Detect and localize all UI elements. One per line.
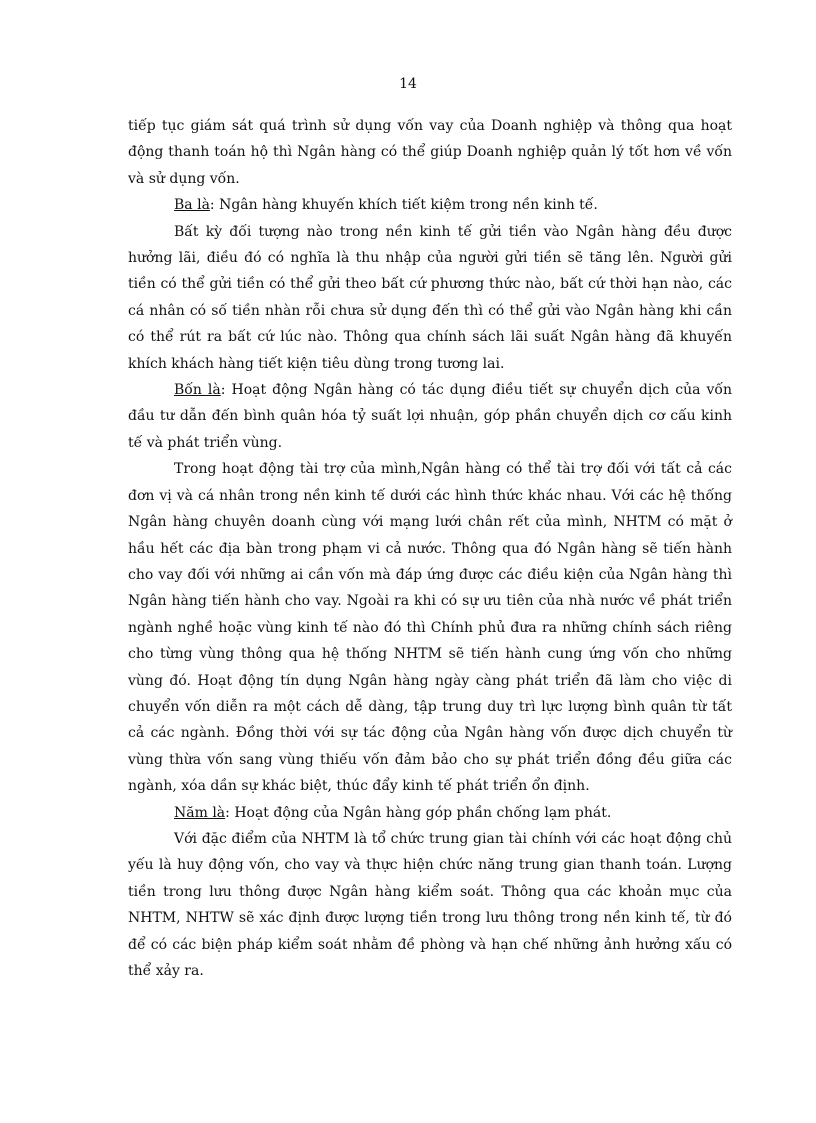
paragraph-6 [128,800,732,826]
paragraph-1-text: tiếp tục giám sát quá trình sử dụng vốn vay của Doanh nghiệp và thông qua hoạt động thanh toán hộ thì Ngân hàng có thể giúp Doanh nghiệp quản lý tốt hơn về vốn và sử dụng vốn. [128,118,732,187]
page-number: 14 [399,76,417,92]
paragraph-4 [128,377,732,456]
paragraph-6-lead: Năm là [174,804,226,821]
paragraph-1 [128,113,732,192]
paragraph-2-text: : Ngân hàng khuyến khích tiết kiệm trong nền kinh tế. [209,197,598,214]
paragraph-6-text: : Hoạt động của Ngân hàng góp phần chống lạm phát. [225,804,612,821]
paragraph-2-lead: Ba là [174,197,210,214]
paragraph-5 [128,456,732,799]
paragraph-3 [128,219,732,377]
paragraph-4-text: : Hoạt động Ngân hàng có tác dụng điều tiết sự chuyển dịch của vốn đầu tư dẫn đến bình quân hóa tỷ suất lợi nhuận, góp phần chuyển dịch cơ cấu kinh tế và phát triển vùng. [128,382,732,451]
paragraph-7-text: Với đặc điểm của NHTM là tổ chức trung gian tài chính với các hoạt động chủ yếu là huy động vốn, cho vay và thực hiện chức năng trung gian thanh toán. Lượng tiền trong lưu thông được Ngân hàng kiểm soát. Thông qua các khoản mục của NHTM, NHTW sẽ xác định được lượng tiền trong lưu thông trong nền kinh tế, từ đó để có các biện pháp kiểm soát nhằm đề phòng và hạn chế những ảnh hưởng xấu có thể xảy ra. [128,830,732,979]
paragraph-7 [128,826,732,984]
paragraph-4-lead: Bốn là [174,382,221,399]
paragraph-3-text: Bất kỳ đối tượng nào trong nền kinh tế gửi tiền vào Ngân hàng đều được hưởng lãi, điều đó có nghĩa là thu nhập của người gửi tiền sẽ tăng lên. Người gửi tiền có thể gửi tiền có thể gửi theo bất cứ phương thức nào, bất cứ thời hạn nào, các cá nhân có số tiền nhàn rỗi chưa sử dụng đến thì có thể gửi vào Ngân hàng khi cần có thể rút ra bất cứ lúc nào. Thông qua chính sách lãi suất Ngân hàng đã khuyến khích khách hàng tiết kiện tiêu dùng trong tương lai. [128,223,732,372]
document-body [128,113,732,984]
paragraph-5-text: Trong hoạt động tài trợ của mình,Ngân hàng có thể tài trợ đối với tất cả các đơn vị và cá nhân trong nền kinh tế dưới các hình thức khác nhau. Với các hệ thống Ngân hàng chuyên doanh cùng với mạng lưới chân rết của mình, NHTM có mặt ở hầu hết các địa bàn trong phạm vi cả nước. Thông qua đó Ngân hàng sẽ tiến hành cho vay đối với những ai cần vốn mà đáp ứng được các điều kiện của Ngân hàng thì Ngân hàng tiến hành cho vay. Ngoài ra khi có sự ưu tiên của nhà nước về phát triển ngành nghề hoặc vùng kinh tế nào đó thì Chính phủ đưa ra những chính sách riêng cho từng vùng thông qua hệ thống NHTM sẽ tiến hành cung ứng vốn cho những vùng đó. Hoạt động tín dụng Ngân hàng ngày càng phát triển đã làm cho việc di chuyển vốn diễn ra một cách dễ dàng, tập trung duy trì lực lượng bình quân từ tất cả các ngành. Đồng thời với sự tác động của Ngân hàng vốn được dịch chuyển từ vùng thừa vốn sang vùng thiếu vốn đảm bảo cho sự phát triển đồng đều giữa các ngành, xóa dần sự khác biệt, thúc đẩy kinh tế phát triển ổn định. [128,461,732,795]
paragraph-2 [128,192,732,218]
